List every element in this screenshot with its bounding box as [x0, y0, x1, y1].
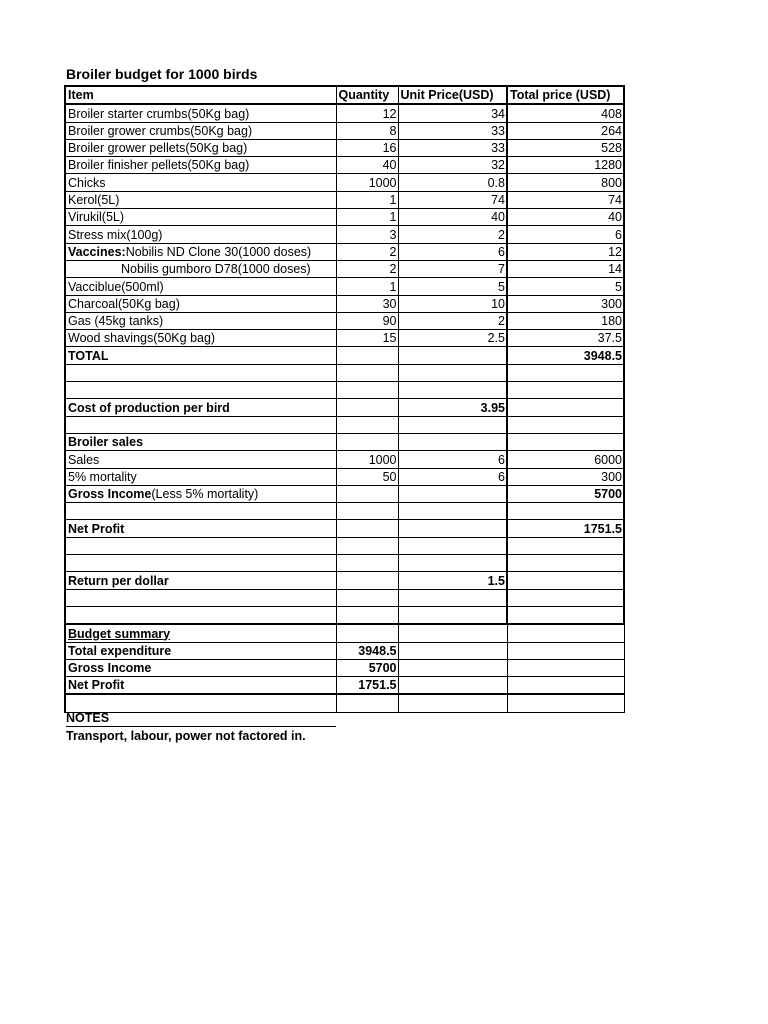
quantity-cell: 1000 [336, 451, 398, 468]
empty-cell [336, 416, 398, 433]
total-value: 3948.5 [507, 347, 624, 364]
item-cell: Virukil(5L) [65, 209, 336, 226]
quantity-cell: 8 [336, 122, 398, 139]
unit-price-cell: 2 [398, 226, 507, 243]
blank-row [65, 364, 624, 381]
item-cell: Broiler starter crumbs(50Kg bag) [65, 104, 336, 122]
total-price-cell: 74 [507, 191, 624, 208]
gross-income-label-bold: Gross Income [68, 487, 152, 502]
unit-price-cell: 6 [398, 451, 507, 468]
budget-table [64, 85, 625, 713]
empty-cell [398, 485, 507, 502]
vaccines-label: Vaccines: [68, 244, 126, 259]
header-quantity: Quantity [336, 86, 398, 104]
empty-cell [398, 642, 507, 659]
empty-cell [507, 364, 624, 381]
quantity-cell: 1 [336, 191, 398, 208]
unit-price-cell: 2 [398, 312, 507, 329]
total-price-cell: 6000 [507, 451, 624, 468]
net-profit-row [65, 520, 624, 537]
cost-per-bird-value: 3.95 [398, 399, 507, 416]
table-row [65, 330, 624, 347]
empty-cell [507, 589, 624, 606]
blank-row [65, 589, 624, 606]
quantity-cell: 15 [336, 330, 398, 347]
blank-row [65, 503, 624, 520]
summary-heading-row [65, 624, 624, 642]
empty-cell [507, 416, 624, 433]
summary-heading: Budget summary [65, 624, 336, 642]
item-cell: Broiler grower crumbs(50Kg bag) [65, 122, 336, 139]
quantity-cell: 50 [336, 468, 398, 485]
summary-label: Net Profit [65, 677, 336, 695]
header-unit-price: Unit Price(USD) [398, 86, 507, 104]
unit-price-cell: 6 [398, 243, 507, 260]
empty-cell [336, 382, 398, 399]
empty-cell [398, 347, 507, 364]
blank-row [65, 694, 624, 712]
empty-cell [507, 694, 624, 712]
empty-cell [507, 642, 624, 659]
empty-cell [398, 624, 507, 642]
item-cell: Chicks [65, 174, 336, 191]
empty-cell [398, 433, 507, 450]
empty-cell [65, 382, 336, 399]
table-row [65, 191, 624, 208]
table-row [65, 209, 624, 226]
gross-income-value: 5700 [507, 485, 624, 502]
unit-price-cell: 33 [398, 122, 507, 139]
empty-cell [336, 537, 398, 554]
summary-row [65, 677, 624, 695]
table-row [65, 139, 624, 156]
gross-income-row [65, 485, 624, 502]
empty-cell [336, 399, 398, 416]
empty-cell [336, 589, 398, 606]
empty-cell [65, 606, 336, 624]
total-price-cell: 6 [507, 226, 624, 243]
quantity-cell: 2 [336, 243, 398, 260]
empty-cell [398, 555, 507, 572]
notes-heading: NOTES [66, 711, 336, 727]
unit-price-cell: 32 [398, 157, 507, 174]
empty-cell [507, 659, 624, 676]
return-per-dollar-value: 1.5 [398, 572, 507, 589]
total-price-cell: 408 [507, 104, 624, 122]
empty-cell [507, 399, 624, 416]
empty-cell [65, 589, 336, 606]
unit-price-cell: 5 [398, 278, 507, 295]
empty-cell [336, 520, 398, 537]
empty-cell [507, 537, 624, 554]
unit-price-cell: 33 [398, 139, 507, 156]
total-price-cell: 37.5 [507, 330, 624, 347]
empty-cell [398, 659, 507, 676]
quantity-cell: 1000 [336, 174, 398, 191]
notes-text: Transport, labour, power not factored in. [66, 729, 306, 743]
item-cell: Broiler grower pellets(50Kg bag) [65, 139, 336, 156]
item-cell: Sales [65, 451, 336, 468]
cost-per-bird-label: Cost of production per bird [65, 399, 336, 416]
item-cell: Gas (45kg tanks) [65, 312, 336, 329]
quantity-cell: 90 [336, 312, 398, 329]
item-cell: Kerol(5L) [65, 191, 336, 208]
empty-cell [65, 416, 336, 433]
quantity-cell: 16 [336, 139, 398, 156]
table-row [65, 226, 624, 243]
total-price-cell: 12 [507, 243, 624, 260]
total-price-cell: 300 [507, 295, 624, 312]
empty-cell [65, 537, 336, 554]
summary-value: 5700 [336, 659, 398, 676]
total-price-cell: 800 [507, 174, 624, 191]
empty-cell [398, 677, 507, 695]
empty-cell [398, 416, 507, 433]
empty-cell [65, 694, 336, 712]
table-row [65, 122, 624, 139]
empty-cell [336, 364, 398, 381]
summary-value: 1751.5 [336, 677, 398, 695]
header-total-price: Total price (USD) [507, 86, 624, 104]
table-row [65, 174, 624, 191]
blank-row [65, 555, 624, 572]
table-row [65, 295, 624, 312]
empty-cell [398, 537, 507, 554]
net-profit-label: Net Profit [65, 520, 336, 537]
unit-price-cell: 34 [398, 104, 507, 122]
summary-row [65, 642, 624, 659]
total-row [65, 347, 624, 364]
blank-row [65, 606, 624, 624]
item-cell: Broiler finisher pellets(50Kg bag) [65, 157, 336, 174]
empty-cell [507, 572, 624, 589]
empty-cell [336, 433, 398, 450]
total-price-cell: 300 [507, 468, 624, 485]
unit-price-cell: 0.8 [398, 174, 507, 191]
empty-cell [507, 677, 624, 695]
page-title: Broiler budget for 1000 birds [66, 66, 258, 82]
blank-row [65, 537, 624, 554]
blank-row [65, 382, 624, 399]
table-row [65, 312, 624, 329]
summary-row [65, 659, 624, 676]
blank-row [65, 416, 624, 433]
item-cell: Charcoal(50Kg bag) [65, 295, 336, 312]
total-price-cell: 5 [507, 278, 624, 295]
empty-cell [398, 606, 507, 624]
empty-cell [398, 694, 507, 712]
return-per-dollar-row [65, 572, 624, 589]
table-row [65, 260, 624, 277]
unit-price-cell: 6 [398, 468, 507, 485]
sales-heading-row [65, 433, 624, 450]
item-cell: Vacciblue(500ml) [65, 278, 336, 295]
empty-cell [398, 520, 507, 537]
empty-cell [507, 433, 624, 450]
empty-cell [336, 624, 398, 642]
empty-cell [398, 503, 507, 520]
table-row [65, 157, 624, 174]
total-price-cell: 40 [507, 209, 624, 226]
item-cell: Nobilis gumboro D78(1000 doses) [65, 260, 336, 277]
summary-label: Total expenditure [65, 642, 336, 659]
empty-cell [336, 503, 398, 520]
empty-cell [507, 606, 624, 624]
empty-cell [336, 606, 398, 624]
total-price-cell: 528 [507, 139, 624, 156]
total-price-cell: 14 [507, 260, 624, 277]
empty-cell [336, 555, 398, 572]
empty-cell [507, 624, 624, 642]
unit-price-cell: 74 [398, 191, 507, 208]
empty-cell [398, 364, 507, 381]
gross-income-label-rest: (Less 5% mortality) [151, 487, 259, 502]
total-price-cell: 264 [507, 122, 624, 139]
empty-cell [398, 589, 507, 606]
gross-income-label [65, 485, 336, 502]
unit-price-cell: 10 [398, 295, 507, 312]
quantity-cell: 2 [336, 260, 398, 277]
empty-cell [336, 347, 398, 364]
empty-cell [507, 382, 624, 399]
table-row [65, 468, 624, 485]
empty-cell [336, 694, 398, 712]
summary-label: Gross Income [65, 659, 336, 676]
empty-cell [336, 485, 398, 502]
summary-value: 3948.5 [336, 642, 398, 659]
quantity-cell: 12 [336, 104, 398, 122]
empty-cell [336, 572, 398, 589]
empty-cell [65, 503, 336, 520]
quantity-cell: 1 [336, 278, 398, 295]
quantity-cell: 3 [336, 226, 398, 243]
item-cell: Stress mix(100g) [65, 226, 336, 243]
net-profit-value: 1751.5 [507, 520, 624, 537]
item-cell [65, 243, 336, 260]
quantity-cell: 30 [336, 295, 398, 312]
vaccine-name: Nobilis ND Clone 30(1000 doses) [125, 244, 312, 259]
empty-cell [398, 382, 507, 399]
empty-cell [507, 555, 624, 572]
unit-price-cell: 40 [398, 209, 507, 226]
header-item: Item [65, 86, 336, 104]
empty-cell [65, 555, 336, 572]
unit-price-cell: 7 [398, 260, 507, 277]
item-cell: 5% mortality [65, 468, 336, 485]
empty-cell [65, 364, 336, 381]
total-price-cell: 180 [507, 312, 624, 329]
total-price-cell: 1280 [507, 157, 624, 174]
item-cell: Wood shavings(50Kg bag) [65, 330, 336, 347]
total-label: TOTAL [65, 347, 336, 364]
cost-per-bird-row [65, 399, 624, 416]
table-row [65, 278, 624, 295]
quantity-cell: 1 [336, 209, 398, 226]
unit-price-cell: 2.5 [398, 330, 507, 347]
return-per-dollar-label: Return per dollar [65, 572, 336, 589]
quantity-cell: 40 [336, 157, 398, 174]
sales-heading: Broiler sales [65, 433, 336, 450]
table-row [65, 451, 624, 468]
table-row [65, 104, 624, 122]
empty-cell [507, 503, 624, 520]
table-header-row [65, 86, 624, 104]
table-row [65, 243, 624, 260]
